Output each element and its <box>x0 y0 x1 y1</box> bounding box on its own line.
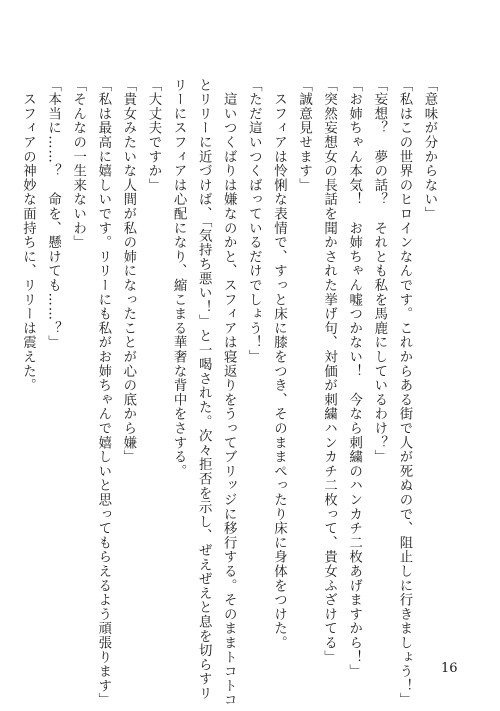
text-line: 「ただ這いつくばっているだけでしょう！」 <box>246 78 262 364</box>
text-line: 「本当に……？ 命を、懸けても……？」 <box>45 78 61 350</box>
text-line: 這いつくばりは嫌なのかと、スフィアは寝返りをうってブリッジに移行する。そのままトコトコ <box>221 78 237 708</box>
text-line: 「貴女みたいな人間が私の姉になったことが心の底から嫌」 <box>120 78 136 465</box>
text-line: とリリーに近づけば、「気持ち悪い！」と一喝された。次々拒否を示し、ぜえぜえと息を切らすリ <box>196 78 212 701</box>
text-line: スフィアは怜悧な表情で、すっと床に膝をつき、そのままぺったり床に身体をつけた。 <box>271 78 287 650</box>
text-line: 「私はこの世界のヒロインなんです。これからある街で人が死ぬので、阻止しに行きましょう！」 <box>396 78 412 708</box>
text-line: 「私は最高に嬉しいです。リリーにも私がお姉ちゃんで嬉しいと思ってもらえるよう頑張ります」 <box>95 78 111 708</box>
text-line: スフィアの神妙な面持ちに、リリーは震えた。 <box>20 78 36 393</box>
text-line: 「大丈夫ですか」 <box>145 78 161 193</box>
text-line: リーにスフィアは心配になり、縮こまる華奢な背中をさする。 <box>171 78 187 479</box>
body-text <box>15 78 442 708</box>
page-number: 16 <box>441 661 458 676</box>
text-line: 「そんなの一生来ないわ」 <box>70 78 86 250</box>
text-line: 「意味が分からない」 <box>422 78 437 221</box>
text-line: 「お姉ちゃん本気！ お姉ちゃん嘘つかない！ 今なら刺繍のハンカチ二枚あげますから！」 <box>346 78 362 679</box>
text-line: 「突然妄想女の長話を聞かされた挙げ句、対価が刺繍ハンカチ二枚って、貴女ふざけてる」 <box>321 78 337 665</box>
text-line: 「妄想？ 夢の話？ それとも私を馬鹿にしているわけ？」 <box>371 78 387 465</box>
text-line: 「誠意見せます」 <box>296 78 312 193</box>
